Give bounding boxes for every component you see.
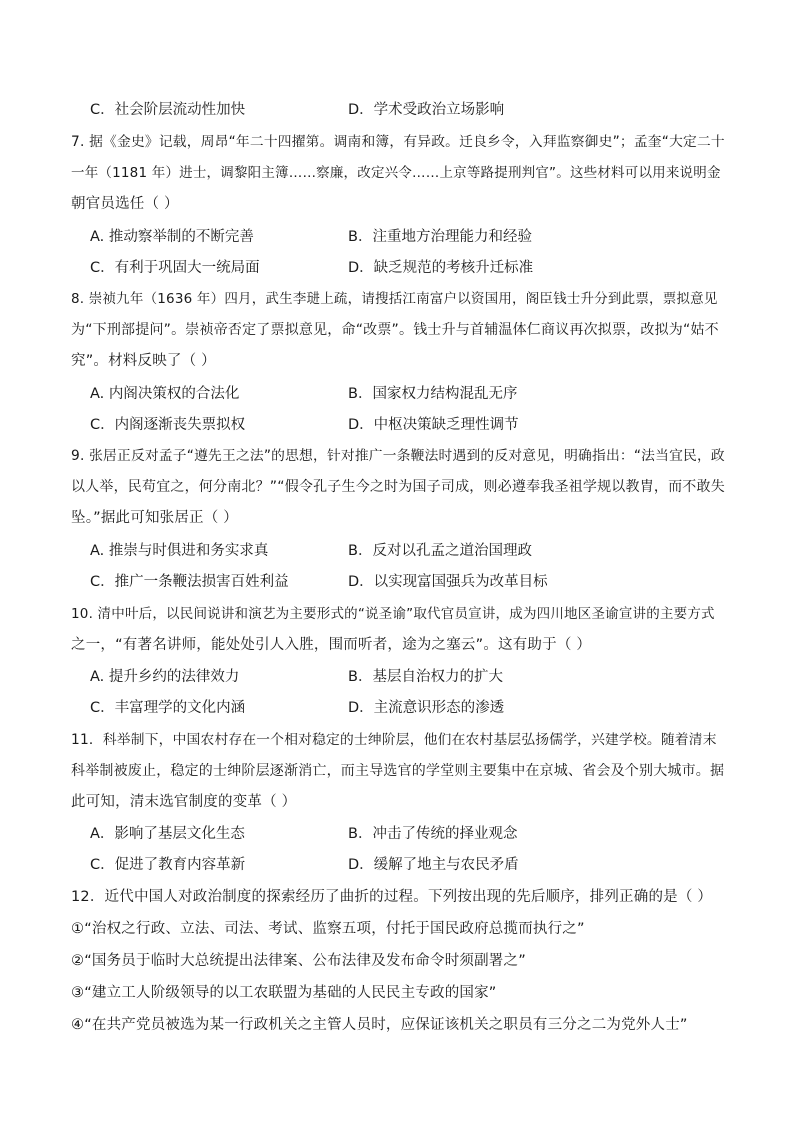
q8-options-row-1 [90,384,710,404]
q8-option-c[interactable]: C．内阁逐渐丧失票拟权 [90,417,246,433]
q12-item-2: ②“国务员于临时大总统提出法律案、公布法律及发布命令时须副署之” [71,953,526,969]
q9-stem-line-3: 坠。”据此可知张居正（ ） [71,510,238,526]
q7-stem-line-1: 7. 据《金史》记载，周昂“年二十四擢第。调南和簿，有异政。迁良乡令，入拜监察御史”；孟奎“大定二十 [71,134,725,150]
q9-options-row-2 [90,572,710,592]
q7-options-row-1 [90,227,710,247]
q7-stem-line-2: 一年（1181 年）进士，调黎阳主簿……察廉，改定兴令……上京等路提刑判官”。这些材料可以用来说明金 [71,165,721,181]
q12-item-4: ④“在共产党员被选为某一行政机关之主管人员时，应保证该机关之职员有三分之二为党外人士” [71,1017,688,1033]
q6-options-row-2 [90,100,710,120]
q9-option-c[interactable]: C．推广一条鞭法损害百姓利益 [90,574,289,590]
q11-option-d[interactable]: D．缓解了地主与农民矛盾 [348,857,519,873]
q12-item-1: ①“治权之行政、立法、司法、考试、监察五项，付托于国民政府总揽而执行之” [71,921,585,937]
q8-stem-line-2: 为“下刑部提问”。崇祯帝否定了票拟意见，命“改票”。钱士升与首辅温体仁商议再次拟票，改拟为“姑不 [71,322,719,338]
q10-options-row-1 [90,667,710,687]
q11-options-row-1 [90,824,710,844]
q8-stem-line-3: 究”。材料反映了（ ） [71,353,216,369]
q8-option-d[interactable]: D．中枢决策缺乏理性调节 [348,417,519,433]
q11-stem-line-2: 科举制被废止，稳定的士绅阶层逐渐消亡，而主导选官的学堂则主要集中在京城、省会及个别大城市。据 [71,763,725,779]
q12-stem: 12．近代中国人对政治制度的探索经历了曲折的过程。下列按出现的先后顺序，排列正确的是（ ） [71,889,713,905]
q10-option-a[interactable]: A. 提升乡约的法律效力 [90,669,240,685]
q8-option-b[interactable]: B．国家权力结构混乱无序 [348,386,518,402]
q8-stem-line-1: 8. 崇祯九年（1636 年）四月，武生李琎上疏，请搜括江南富户以资国用，阁臣钱士升分到此票，票拟意见 [71,291,718,307]
q8-option-a[interactable]: A. 内阁决策权的合法化 [90,386,240,402]
q9-options-row-1 [90,541,710,561]
q9-stem-line-1: 9. 张居正反对孟子“遵先王之法”的思想，针对推广一条鞭法时遇到的反对意见，明确指出：“法当宜民，政 [71,448,725,464]
q11-option-b[interactable]: B．冲击了传统的择业观念 [348,826,518,842]
q11-stem-line-3: 此可知，清末选官制度的变革（ ） [71,794,297,810]
q11-stem-line-1: 11．科举制下，中国农村存在一个相对稳定的士绅阶层，他们在农村基层弘扬儒学，兴建学校。随着清末 [71,732,717,748]
q11-options-row-2 [90,855,710,875]
q11-option-c[interactable]: C．促进了教育内容革新 [90,857,246,873]
q8-options-row-2 [90,415,710,435]
q7-option-a[interactable]: A. 推动察举制的不断完善 [90,229,254,245]
q6-option-c[interactable]: C．社会阶层流动性加快 [90,102,246,118]
q10-options-row-2 [90,698,710,718]
q9-option-d[interactable]: D．以实现富国强兵为改革目标 [348,574,548,590]
q7-option-b[interactable]: B．注重地方治理能力和经验 [348,229,532,245]
q10-option-c[interactable]: C．丰富理学的文化内涵 [90,700,246,716]
q9-option-a[interactable]: A. 推崇与时俱进和务实求真 [90,543,269,559]
q11-option-a[interactable]: A．影响了基层文化生态 [90,826,245,842]
q7-option-d[interactable]: D．缺乏规范的考核升迁标准 [348,260,534,276]
q7-options-row-2 [90,258,710,278]
q6-option-d[interactable]: D．学术受政治立场影响 [348,102,505,118]
q7-option-c[interactable]: C．有利于巩固大一统局面 [90,260,260,276]
q12-item-3: ③“建立工人阶级领导的以工农联盟为基础的人民民主专政的国家” [71,985,497,1001]
q10-stem-line-1: 10. 清中叶后，以民间说讲和演艺为主要形式的“说圣谕”取代官员宣讲，成为四川地区圣谕宣讲的主要方式 [71,606,715,622]
q7-stem-line-3: 朝官员选任（ ） [71,196,179,212]
q10-option-d[interactable]: D．主流意识形态的渗透 [348,700,505,716]
q10-stem-line-2: 之一，“有著名讲师，能处处引人入胜，围而听者，途为之塞云”。这有助于（ ） [71,637,592,653]
q9-option-b[interactable]: B．反对以孔孟之道治国理政 [348,543,532,559]
q10-option-b[interactable]: B．基层自治权力的扩大 [348,669,503,685]
q9-stem-line-2: 以人举，民苟宜之，何分南北？”“假令孔子生今之时为国子司成，则必遵奉我圣祖学规以教胄，而不敢失 [71,479,725,495]
